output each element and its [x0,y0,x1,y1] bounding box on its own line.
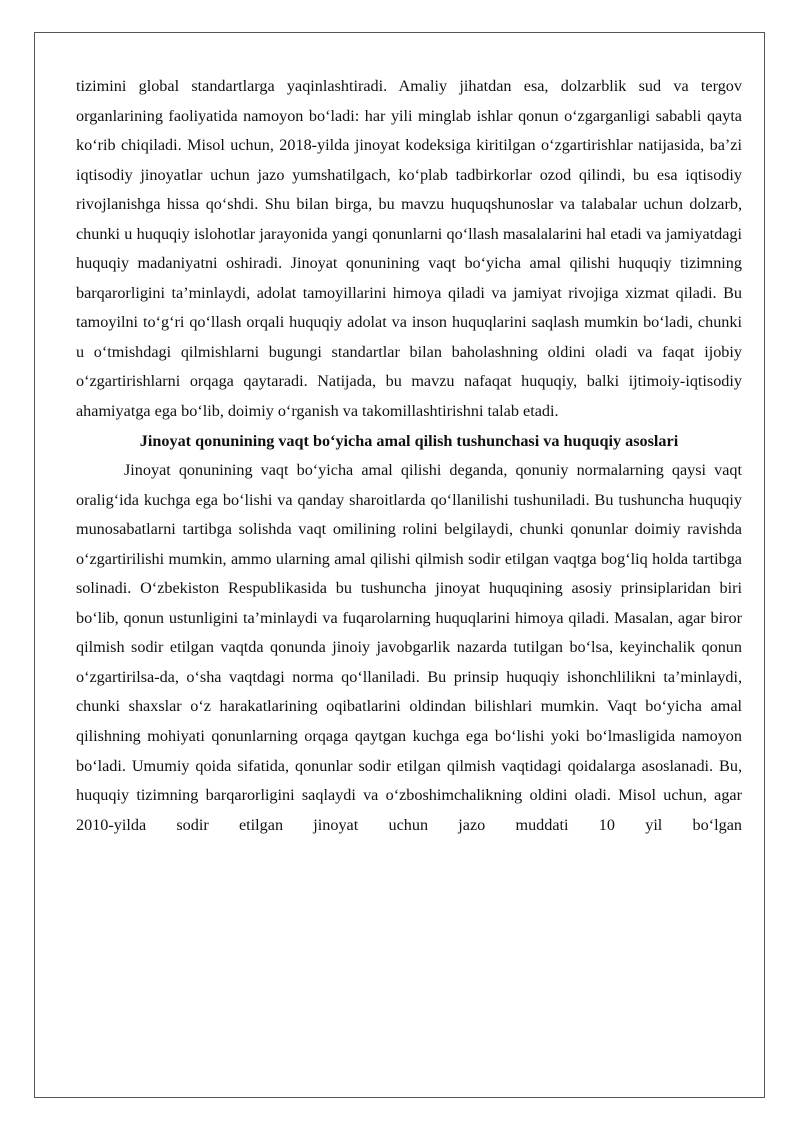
paragraph-concept: Jinoyat qonunining vaqt bo‘yicha amal qilishi deganda, qonuniy normalarning qaysi vaqt oralig‘ida kuchga ega bo‘lishi va qanday sharoitlarda qo‘llanilishi tushuniladi. Bu tushuncha huquqiy munosabatlarni tartibga solishda vaqt omilining rolini belgilaydi, chunki qonunlar doimiy ravishda o‘zgartirilishi mumkin, ammo ularning amal qilishi qilmish sodir etilgan vaqtga bog‘liq holda tartibga solinadi. O‘zbekiston Respublikasida bu tushuncha jinoyat huquqining asosiy prinsiplaridan biri bo‘lib, qonun ustunligini ta’minlaydi va fuqarolarning huquqlarini himoya qiladi. Masalan, agar biror qilmish sodir etilgan vaqtda qonunda jinoiy javobgarlik nazarda tutilgan bo‘lsa, keyinchalik qonun o‘zgartirilsa-da, o‘sha vaqtdagi norma qo‘llaniladi. Bu prinsip huquqiy ishonchlilikni ta’minlaydi, chunki shaxslar o‘z harakatlarining oqibatlarini oldindan bilishlari mumkin. Vaqt bo‘yicha amal qilishning mohiyati qonunlarning orqaga qaytgan kuchga ega bo‘lishi yoki bo‘lmasligida namoyon bo‘ladi. Umumiy qoida sifatida, qonunlar sodir etilgan qilmish vaqtidagi qoidalarga asoslanadi. Bu, huquqiy tizimning barqarorligini saqlaydi va o‘zboshimchalikning oldini oladi. Misol uchun, agar 2010-yilda sodir etilgan jinoyat uchun jazo muddati 10 yil bo‘lgan [76,461,742,834]
paragraph-relevance: tizimini global standartlarga yaqinlashtiradi. Amaliy jihatdan esa, dolzarblik sud va tergov organlarining faoliyatida namoyon bo‘ladi: har yili minglab ishlar qonun o‘zgarganligi sababli qayta ko‘rib chiqiladi. Misol uchun, 2018-yilda jinoyat kodeksiga kiritilgan o‘zgartirishlar natijasida, ba’zi iqtisodiy jinoyatlar uchun jazo yumshatilgach, ko‘plab tadbirkorlar ozod qilindi, bu esa iqtisodiy rivojlanishga hissa qo‘shdi. Shu bilan birga, bu mavzu huquqshunoslar va talabalar uchun dolzarb, chunki u huquqiy islohotlar jarayonida yangi qonunlarni qo‘llash masalalarini hal etadi va jamiyatdagi huquqiy madaniyatni oshiradi. Jinoyat qonunining vaqt bo‘yicha amal qilishi huquqiy tizimning barqarorligini ta’minlaydi, adolat tamoyillarini himoya qiladi va jamiyat rivojiga xizmat qiladi. Bu tamoyilni to‘g‘ri qo‘llash orqali huquqiy adolat va inson huquqlarini saqlash mumkin bo‘ladi, chunki u o‘tmishdagi qilmishlarni bugungi standartlar bilan baholashning oldini oladi va faqat ijobiy o‘zgartirishlarni orqaga qaytaradi. Natijada, bu mavzu nafaqat huquqiy, balki ijtimoiy-iqtisodiy ahamiyatga ega bo‘lib, doimiy o‘rganish va takomillashtirishni talab etadi. [76,77,742,421]
document-body [76,72,742,840]
section-heading: Jinoyat qonunining vaqt bo‘yicha amal qilish tushunchasi va huquqiy asoslari [139,431,679,450]
